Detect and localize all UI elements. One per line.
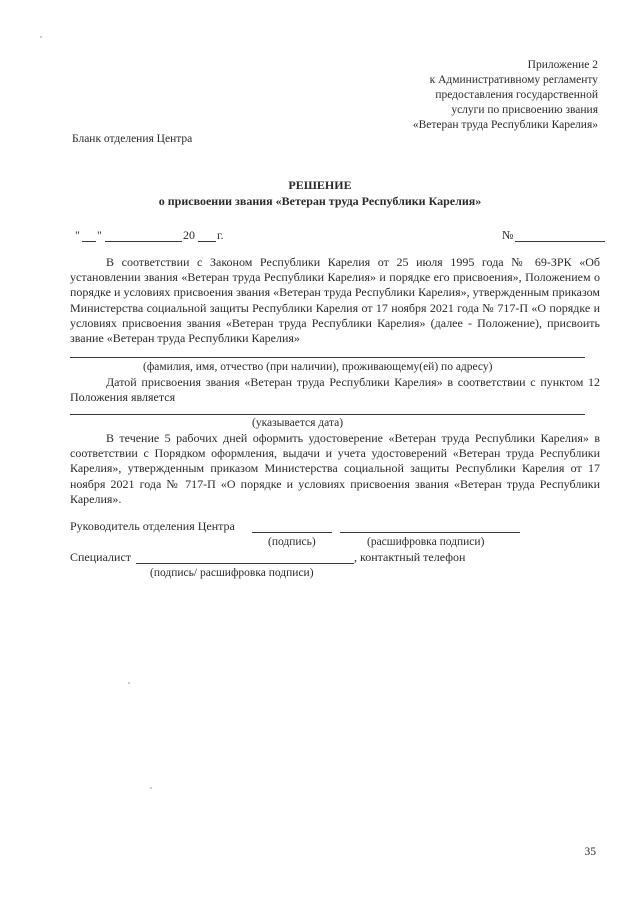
scan-speck xyxy=(128,682,130,684)
paragraph-date-text: Датой присвоения звания «Ветеран труда Республики Карелия» в соответствии с пунктом 12 Положения является xyxy=(70,375,600,405)
appendix-line-3: предоставления государственной xyxy=(435,89,598,101)
head-decoding-line xyxy=(340,532,520,533)
appendix-line-4: услуги по присвоению звания xyxy=(451,104,598,116)
day-blank-line xyxy=(82,241,96,242)
year-prefix: 20 xyxy=(183,228,195,242)
caption-date: (указывается дата) xyxy=(252,417,344,429)
paragraph-decision-text: В соответствии с Законом Республики Карелия от 25 июля 1995 года № 69-ЗРК «Об установлении звания «Ветеран труда Республики Карелия» и порядке его присвоения», Положением о порядке и условиях присвоения звания «Ветеран труда Республики Карелия», утвержденным приказом Министерства социальной защиты Республики Карелия от 17 ноября 2021 года № 717-П «О порядке и условиях присвоения звания «Ветеран труда Республики Карелия» (далее - Положение), присвоить звание «Ветеран труда Республики Карелия» xyxy=(70,255,600,346)
contact-phone-label: , контактный телефон xyxy=(354,550,466,564)
number-sign: № xyxy=(502,228,514,242)
paragraph-certificate-text: В течение 5 рабочих дней оформить удостоверение «Ветеран труда Республики Карелия» в соответствии с Порядком оформления, выдачи и учета удостоверений «Ветеран труда Республики Карелия», утвержденным приказом Министерства социальной защиты Республики Карелия от 17 ноября 2021 года № 717-П «О порядке и условиях присвоения звания «Ветеран труда Республики Карелия». xyxy=(70,431,600,506)
month-blank-line xyxy=(105,241,182,242)
date-quote-open: " xyxy=(75,228,80,242)
paragraph-date xyxy=(70,375,600,405)
head-signature-line xyxy=(252,532,332,533)
specialist-signature-line xyxy=(136,563,354,564)
caption-signature: (подпись) xyxy=(268,536,316,548)
appendix-line-2: к Административному регламенту xyxy=(429,74,598,86)
date-quote-close: " xyxy=(97,228,102,242)
caption-name-address: (фамилия, имя, отчество (при наличии), проживающему(ей) по адресу) xyxy=(143,361,493,373)
page-number: 35 xyxy=(584,846,596,858)
blank-label: Бланк отделения Центра xyxy=(72,133,193,145)
appendix-line-5: «Ветеран труда Республики Карелия» xyxy=(412,119,598,131)
paragraph-decision xyxy=(70,255,600,346)
date-blank-line xyxy=(70,414,585,415)
document-subtitle: о присвоении звания «Ветеран труда Республики Карелия» xyxy=(158,194,482,208)
head-label: Руководитель отделения Центра xyxy=(70,519,235,533)
year-blank-line xyxy=(198,241,216,242)
year-suffix: г. xyxy=(217,228,224,242)
scan-speck xyxy=(40,36,42,38)
document-title: РЕШЕНИЕ xyxy=(288,178,352,192)
number-blank-line xyxy=(515,241,605,242)
paragraph-certificate xyxy=(70,431,600,507)
specialist-label: Специалист xyxy=(70,550,132,564)
scan-speck xyxy=(150,787,152,789)
caption-specialist: (подпись/ расшифровка подписи) xyxy=(150,567,314,579)
caption-decoding: (расшифровка подписи) xyxy=(367,536,485,548)
appendix-line-1: Приложение 2 xyxy=(527,59,598,71)
name-blank-line xyxy=(70,357,585,358)
